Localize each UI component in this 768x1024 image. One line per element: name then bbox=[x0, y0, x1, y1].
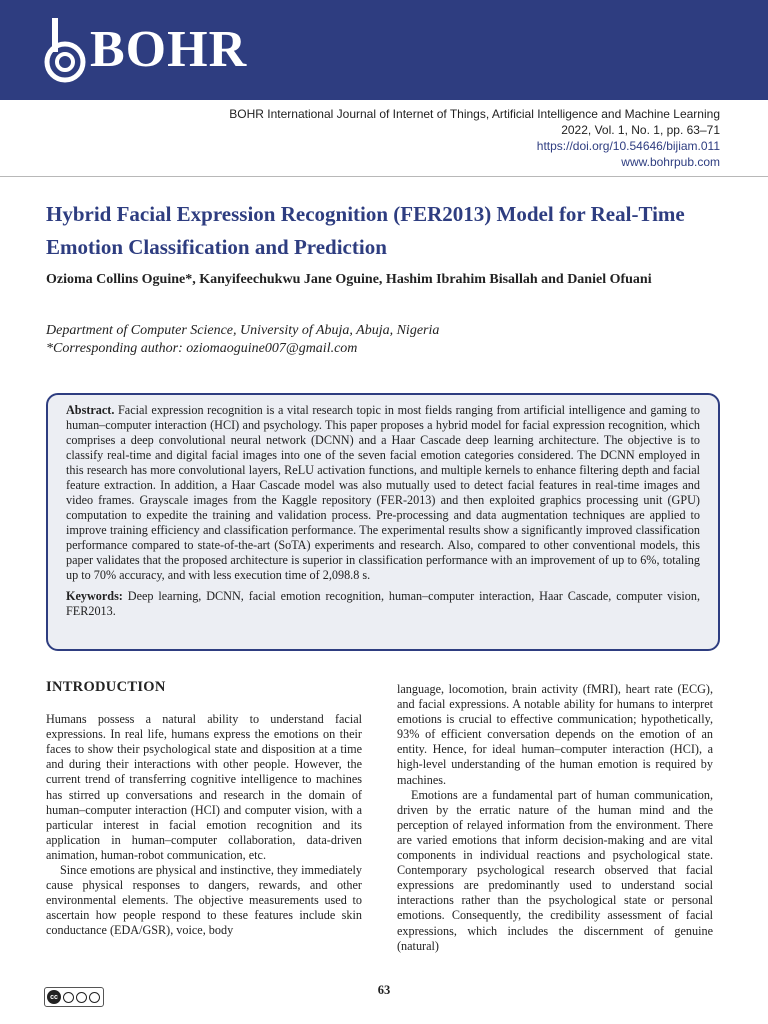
left-column bbox=[46, 680, 362, 939]
abstract-label: Abstract. bbox=[66, 403, 115, 417]
keywords-text: Deep learning, DCNN, facial emotion recognition, human–computer interaction, Haar Cascade, computer vision, FER2013. bbox=[66, 589, 701, 618]
abstract-text: Facial expression recognition is a vital research topic in most fields ranging from artificial intelligence and gaming to human–computer interaction (HCI) and psychology. This paper proposes a hybrid model for facial expression recognition, which comprises a deep convolutional neural network (DCNN) and a Haar Cascade deep learning architecture. The objective is to classify real-time and digital facial images into one of the seven facial emotion categories considered. The DCNN employed in this research has more convolutional layers, ReLU activation functions, and multiple kernels to enhance filtering depth and facial feature extraction. In addition, a Haar Cascade model was also mutually used to detect facial features in real-time images and video frames. Grayscale images from the Kaggle repository (FER-2013) and then exploited graphics processing unit (GPU) computation to expedite the training and validation process. Pre-processing and data augmentation techniques are applied to improve training efficiency and classification performance. The experimental results show a significantly improved classification performance compared to state-of-the-art (SoTA) experiments and research. Also, compared to other conventional models, this paper validates that the proposed architecture is superior in classification performance with an improvement of up to 6%, totaling up to 70% accuracy, and with less execution time of 2,098.8 s. bbox=[66, 403, 700, 582]
keywords-paragraph bbox=[66, 589, 700, 619]
doi-link[interactable]: https://doi.org/10.54646/bijiam.011 bbox=[536, 139, 720, 153]
abstract-box bbox=[46, 393, 720, 651]
corresponding-author: *Corresponding author: oziomaoguine007@gmail.com bbox=[46, 341, 358, 356]
right-column bbox=[397, 682, 713, 954]
creative-commons-icon: cc bbox=[47, 990, 61, 1004]
journal-name: BOHR International Journal of Internet of Things, Artificial Intelligence and Machine Learning bbox=[229, 107, 720, 121]
website-link[interactable]: www.bohrpub.com bbox=[621, 155, 720, 169]
issue-info: 2022, Vol. 1, No. 1, pp. 63–71 bbox=[561, 123, 720, 137]
header-divider bbox=[0, 176, 768, 177]
abstract-paragraph bbox=[66, 403, 700, 583]
body-paragraph: Humans possess a natural ability to understand facial expressions. In real life, humans express the emotions on their faces to show their psychological state and disposition at a time and during their interactions with other people. However, the current trend of transferring cognitive intelligence to machines has stirred up conversations and research in the domain of human–computer interaction (HCI) and computer vision, with a particular interest in facial emotion recognition and its application in human–computer collaboration, data-driven animation, human-robot communication, etc. bbox=[46, 712, 362, 862]
affiliation: Department of Computer Science, University of Abuja, Abuja, Nigeria bbox=[46, 323, 440, 338]
body-paragraph: language, locomotion, brain activity (fMRI), heart rate (ECG), and facial expressions. A notable ability for humans to interpret emotions is crucial to effective communication; hypothetically, 93% of efficient conversation depends on the emotion of an entity. Hence, for ideal human–computer interaction (HCI), a high-level understanding of the human emotion is required by machines. bbox=[397, 682, 713, 787]
body-paragraph: Emotions are a fundamental part of human communication, driven by the erratic nature of the human mind and the perception of relayed information from the environment. There are varied emotions that inform decision-making and are vital components in individual reactions and psychological state. Contemporary psychological research observed that facial expressions are predominantly used to understand social interactions rather than the psychological state or personal emotions. Consequently, the credibility assessment of facial expressions, which includes the discernment of genuine (natural) bbox=[397, 787, 713, 953]
author-list: Ozioma Collins Oguine*, Kanyifeechukwu Jane Oguine, Hashim Ibrahim Bisallah and Daniel Ofuani bbox=[46, 272, 652, 287]
section-heading-introduction: INTRODUCTION bbox=[46, 679, 166, 695]
publisher-logo[interactable] bbox=[44, 16, 247, 84]
header-banner bbox=[0, 0, 768, 100]
logo-text: BOHR bbox=[90, 21, 248, 78]
article-title: Hybrid Facial Expression Recognition (FER2013) Model for Real-Time Emotion Classification and Prediction bbox=[46, 202, 685, 259]
keywords-label: Keywords: bbox=[66, 589, 123, 603]
page-number: 63 bbox=[377, 983, 391, 997]
affiliation-block bbox=[46, 322, 726, 358]
journal-meta bbox=[229, 106, 720, 170]
bohr-logo-icon bbox=[44, 16, 86, 84]
body-paragraph: Since emotions are physical and instinctive, they immediately cause physical responses to dangers, rewards, and other environmental elements. The objective measurements used to ascertain how people respond to these features include skin conductance (EDA/GSR), voice, body bbox=[46, 863, 362, 938]
